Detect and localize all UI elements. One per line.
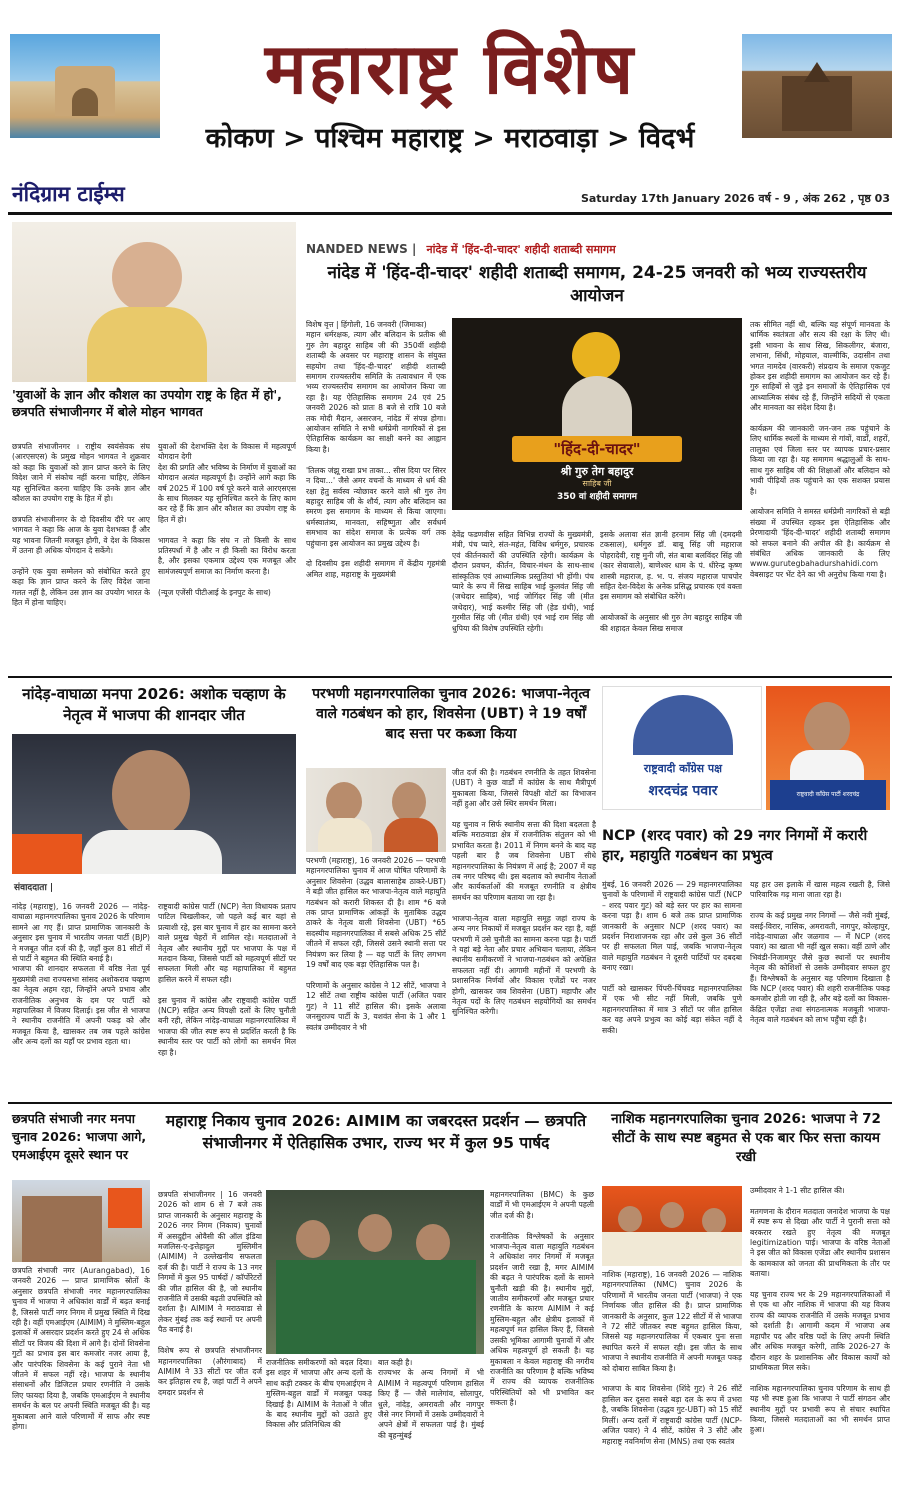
ncp-logo-image	[602, 686, 762, 810]
parbhani-photo	[306, 768, 446, 852]
nanded-image-banner: "हिंद-दी-चादर"	[512, 436, 682, 462]
section-rule-1	[8, 676, 892, 678]
section-rule-2	[8, 1102, 892, 1104]
nanded-col1: विशेष वृत्त | हिंगोली, 16 जनवरी (जिमाका) महान धर्मरक्षक, त्याग और बलिदान के प्रतीक श्री गुरु तेग बहादुर साहिब जी की 350वीं शहीदी शताब्दी के अवसर पर महाराष्ट्र शासन के संयुक्त सहयोग तथा 'हिंद-दी-चादर' शहीदी शताब्दी समागम राज्यस्तरीय समिति के तत्वावधान में एक भव्य राज्यस्तरीय समागम का आयोजन किया जा रहा है। यह ऐतिहासिक समागम 24 एवं 25 जनवरी 2026 को प्रातः 8 बजे से रात्रि 10 बजे तक मोदी मैदान, असरजन, नांदेड में संपन्न होगा। आयोजन समिति ने सभी धर्मप्रेमी नागरिकों से इस ऐतिहासिक कार्यक्रम का साक्षी बनने का आह्वान किया है। 'तिलक जंझू राखा प्रभ ताका... सीस दिया पर सिरर न दिया...' जैसे अमर वचनों के माध्यम से धर्म की रक्षा हेतु सर्वस्व न्योछावर करने वाले श्री गुरु तेग बहादुर साहिब जी के शौर्य, त्याग और बलिदान का स्मरण इस समागम के माध्यम से किया जाएगा। धर्मस्वातंत्र्य, मानवता, सहिष्णुता और सर्वधर्म समभाव का संदेश समाज के प्रत्येक वर्ग तक पहुंचाना इस आयोजन का प्रमुख उद्देश्य है। दो दिवसीय इस शहीदी समागम में केंद्रीय गृहमंत्री अमित शाह, महाराष्ट्र के मुख्यमंत्री	[306, 320, 446, 579]
masthead-regions: कोकण > पश्चिम महाराष्ट्र > मराठवाड़ा > विदर्भ	[205, 123, 695, 154]
ncp-col1: मुंबई, 16 जनवरी 2026 — 29 महानगरपालिका चुनावों के परिणामों में राष्ट्रवादी कांग्रेस पार्टी (NCP – शरद पवार गुट) को बड़े स्तर पर हार का सामना करना पड़ा है। शाम 6 बजे तक प्राप्त प्रामाणिक जानकारी के अनुसार NCP (शरद पवार) का प्रदर्शन निराशाजनक रहा और उसे कुल 36 सीटों पर ही सफलता मिल पाई, जबकि भाजपा-नेतृत्व वाले महायुति गठबंधन ने दूसरी पार्टियों पर दबदबा बनाए रखा। पार्टी को खासकर पिंपरी-चिंचवड महानगरपालिका में एक भी सीट नहीं मिली, जबकि पुणे महानगरपालिका में मात्र 3 सीटों पर जीत हासिल कर वह अपने प्रभुत्व का कोई बड़ा संकेत नहीं दे सकी।	[602, 880, 742, 1035]
logo: नंदिग्राम टाईम्स	[12, 181, 125, 206]
nanded-col2: देवेंद्र फडणवीस सहित विभिन्न राज्यों के मुख्यमंत्री, मंत्री, पंच प्यारे, संत-महंत, विविध धर्मगुरु, प्रचारक एवं कीर्तनकारों की उपस्थिति रहेगी। कार्यक्रम के दौरान प्रवचन, कीर्तन, विचार-मंथन के साथ-साथ सांस्कृतिक एवं आध्यात्मिक प्रस्तुतियां भी होंगी। पंच प्यारे के रूप में सिख साहिब भाई कुलवंत सिंह जी (जथेदार साहिब), भाई जोगिंदर सिंह जी (मीत जथेदार), भाई कश्मीर सिंह जी (हेड ग्रंथी), भाई गुरमीत सिंह जी (मीत ग्रंथी) एवं भाई राम सिंह जी धुपिया की विशेष उपस्थिति रहेगी।	[452, 530, 594, 633]
ncp-logo-text2: शरदचंद्र पवार	[648, 783, 718, 799]
ashok-col2: राष्ट्रवादी कांग्रेस पार्टी (NCP) नेता विधायक प्रताप पाटिल चिखलीकर, जो पहले कई बार यहां से प्रत्याशी रहे, इस बार चुनाव में हार का सामना करने वाले प्रमुख चेहरों में शामिल रहे। मतदाताओं ने नेतृत्व और स्थानीय मुद्दों पर भाजपा के पक्ष में मतदान किया, जिससे पार्टी को महत्वपूर्ण सीटों पर सफलता मिली और यह महापालिका में बहुमत हासिल करने में सफल रही। इस चुनाव में कांग्रेस और राष्ट्रवादी कांग्रेस पार्टी (NCP) सहित अन्य विपक्षी दलों के लिए चुनौती बनी रही, लेकिन नांदेड़-वाघाळा महानगरपालिका में भाजपा की जीत स्पष्ट रूप से प्रदर्शित करती है कि स्थानीय स्तर पर पार्टी को लोगों का समर्थन मिल रहा है।	[158, 902, 296, 1057]
ncp-headline: NCP (शरद पवार) को 29 नगर निगमों में करारी हार, महायुति गठबंधन का प्रभुत्व	[602, 828, 868, 864]
parbhani-headline: परभणी महानगरपालिका चुनाव 2026: भाजपा-नेतृत्व वाले गठबंधन को हार, शिवसेना (UBT) ने 19 वर्षों बाद सत्ता पर कब्जा किया	[312, 686, 590, 742]
sambhaji-photo	[12, 1180, 150, 1262]
ashok-photo	[12, 734, 296, 874]
nanded-kicker: NANDED NEWS | नांदेड में 'हिंद-दी-चादर' शहीदी शताब्दी समागम	[306, 242, 616, 256]
nanded-image-caption1: श्री गुरु तेग बहादुर	[560, 465, 634, 478]
parbhani-col1: परभणी (महाराष्ट्र), 16 जनवरी 2026 — परभणी महानगरपालिका चुनाव में आज घोषित परिणामों के अनुसार शिवसेना (उद्धव बालासाहेब ठाकरे-UBT) ने बड़ी जीत हासिल कर भाजपा-नेतृत्व वाले महायुति गठबंधन को करारी शिकस्त दी है। शाम *6 बजे तक प्राप्त प्रामाणिक आंकड़ों के मुताबिक उद्धव ठाकरे के नेतृत्व वाली शिवसेना (UBT) *65 सदस्यीय महानगरपालिका में सबसे अधिक 25 सीटें जीतने में सफल रही, जिससे उसने स्थानी सत्ता पर नियंत्रण कर लिया है — यह पार्टी के लिए लगभग 19 वर्षों बाद एक बड़ा ऐतिहासिक पल है। परिणामों के अनुसार कांग्रेस ने 12 सीटें, भाजपा ने 12 सीटें तथा राष्ट्रीय कांग्रेस पार्टी (अजित पवार गुट) ने 11 सीटें हासिल की। इसके अलावा जनसुराज्य पार्टी के 3, यशवंत सेना के 1 और 1 स्वतंत्र उम्मीदवार ने भी	[306, 856, 446, 1032]
bhagwat-col1: छत्रपति संभाजीनगर । राष्ट्रीय स्वयंसेवक संघ (आरएसएस) के प्रमुख मोहन भागवत ने शुक्रवार को कहा कि युवाओं को ज्ञान प्राप्त करने के लिए विदेश जाने में संकोच नहीं करना चाहिए, लेकिन यह सुनिश्चित करना चाहिए कि उनके ज्ञान और कौशल का उपयोग राष्ट्र के हित में हो। छत्रपति संभाजीनगर के दो दिवसीय दौरे पर आए भागवत ने कहा कि आज के युवा देशभक्त हैं और यह भावना जितनी मजबूत होगी, वे देश के विकास में उतना ही अधिक योगदान दे सकेंगे। उन्होंने एक युवा सम्मेलन को संबोधित करते हुए कहा कि ज्ञान प्राप्त करने के लिए विदेश जाना गलत नहीं है, लेकिन उस ज्ञान का उपयोग भारत के हित में होना चाहिए।	[12, 442, 150, 608]
aimim-col1: छत्रपति संभाजीनगर | 16 जनवरी 2026 को शाम 6 से 7 बजे तक प्राप्त जानकारी के अनुसार महाराष्ट्र के 2026 नगर निगम (निकाय) चुनावों में असदुद्दीन ओवैसी की ऑल इंडिया मजलिस-ए-इत्तेहादुल मुस्लिमीन (AIMIM) ने उल्लेखनीय सफलता दर्ज की है। पार्टी ने राज्य के 13 नगर निगमों में कुल 95 पार्षदों / कॉर्पोरेटरों की जीत हासिल की है, जो स्थानीय राजनीति में उसकी बढ़ती उपस्थिति को दर्शाता है। AIMIM ने मराठवाडा से लेकर मुंबई तक कई स्थानों पर अपनी पैठ बनाई है। विशेष रूप से छत्रपति संभाजीनगर महानगरपालिका (औरंगाबाद) में AIMIM ने 33 सीटों पर जीत दर्ज कर इतिहास रच है, जहां पार्टी ने अपने दमदार प्रदर्शन से	[158, 1190, 262, 1397]
nanded-guru-image	[452, 318, 742, 510]
aimim-col3: बात कही है। राज्यभर के अन्य निगमों में भी AIMIM ने महत्वपूर्ण परिणाम हासिल किए हैं — जैसे मालेगांव, सोलापुर, धुले, नांदेड़, अमरावती और नागपुर जैसे नगर निगमों में उसके उम्मीदवारों ने अपने क्षेत्रों में सफलता पाई है। मुंबई की बृहन्मुंबई	[378, 1358, 484, 1440]
aimim-photo	[266, 1190, 484, 1354]
ashok-byline: संवाददाता |	[14, 883, 54, 893]
nashik-col1: नाशिक (महाराष्ट्र), 16 जनवरी 2026 — नाशिक महानगरपालिका (NMC) चुनाव 2026 के परिणामों में भारतीय जनता पार्टी (भाजपा) ने एक निर्णायक जीत हासिल की है। प्राप्त प्रामाणिक जानकारी के अनुसार, कुल 122 सीटों में से भाजपा ने 72 सीटें जीतकर स्पष्ट बहुमत हासिल किया, जिससे यह महानगरपालिका में एकबार पुनः सत्ता स्थापित करने में सफल रही। इस जीत के साथ भाजपा ने स्थानीय राजनीति में अपनी मजबूत पकड़ को दोबारा साबित किया है। भाजपा के बाद शिवसेना (शिंदे गुट) ने 26 सीटें हासिल कर दूसरा सबसे बड़ा दल के रूप में उभरा है, जबकि शिवसेना (उद्धव गुट-UBT) को 15 सीटें मिलीं। अन्य दलों में राष्ट्रवादी कांग्रेस पार्टी (NCP-अजित पवार) ने 4 सीटें, कांग्रेस ने 3 सीटें और महाराष्ट्र नवनिर्माण सेना (MNS) तथा एक स्वतंत्र	[602, 1270, 742, 1446]
gateway-of-india-photo	[10, 34, 160, 138]
nashik-photo	[602, 1186, 742, 1266]
ncp-leader-photo	[766, 686, 890, 810]
parbhani-col2: जीत दर्ज की है। गठबंधन रणनीति के तहत शिवसेना (UBT) ने कुछ वार्डों में कांग्रेस के साथ मैत्रीपूर्ण मुकाबला किया, जिससे विपक्षी वोटों का विभाजन नहीं हुआ और उसे स्थिर समर्थन मिला। यह चुनाव न सिर्फ स्थानीय सत्ता की दिशा बदलता है बल्कि मराठवाडा क्षेत्र में राजनीतिक संतुलन को भी प्रभावित करता है। 2011 में निगम बनने के बाद यह पहली बार है जब शिवसेना UBT सीधे महानगरपालिका के नियंत्रण में आई है; 2007 में यह तब नगर परिषद थी। इस बदलाव को स्थानीय नेताओं और कार्यकर्ताओं की मजबूत रणनीति व क्षेत्रीय समर्थन का परिणाम बताया जा रहा है। भाजपा-नेतृत्व वाला महायुति समूह जहां राज्य के अन्य नगर निकायों में मजबूत प्रदर्शन कर रहा है, वहीं परभणी में उसे चुनौती का सामना करना पड़ा है। पार्टी ने यहां बड़े नेता और प्रचार अभियान चलाया, लेकिन स्थानीय समीकरणों ने भाजपा-गठबंधन को अपेक्षित सफलता नहीं दी। आगामी महीनों में परभणी के प्रशासनिक निर्णयों और विकास एजेंडों पर नजर होगी, खासकर जब शिवसेना (UBT) महापौर और नेतृत्व पदों के लिए गठबंधन सहयोगियों का समर्थन सुनिश्चित करेगी।	[452, 768, 596, 1017]
nanded-image-caption3: 350 वां शहीदी समागम	[556, 492, 638, 502]
nashik-headline: नाशिक महानगरपालिका चुनाव 2026: भाजपा ने 72 सीटों के साथ स्पष्ट बहुमत से एक बार फिर सत्ता कायम रखी	[611, 1111, 881, 1165]
aimim-col2: राजनीतिक समीकरणों को बदल दिया। इस शहर में भाजपा और अन्य दलों के साथ कड़ी टक्कर के बीच एमआईएम ने मुस्लिम-बहुल वार्डों में मजबूत पकड़ दिखाई है। AIMIM के नेताओं ने जीत के बाद स्थानीय मुद्दों को उठाते हुए विकास और प्रतिनिधित्व की	[266, 1358, 372, 1430]
bhagwat-col2: युवाओं की देशभक्ति देश के विकास में महत्वपूर्ण योगदान देगी देश की प्रगति और भविष्य के निर्माण में युवाओं का योगदान अत्यंत महत्वपूर्ण है। उन्होंने आगे कहा कि वर्ष 2025 में 100 वर्ष पूरे करने वाले आरएसएस के साथ मिलकर यह सुनिश्चित करने के लिए काम कर रहे हैं कि ज्ञान और कौशल का उपयोग राष्ट्र के हित में हो। भागवत ने कहा कि संघ न तो किसी के साथ प्रतिस्पर्धा में है और न ही किसी का विरोध करता है, और इसका एकमात्र उद्देश्य एक मजबूत और सामंजस्यपूर्ण समाज का निर्माण करना है। (न्यूज एजेंसी पीटीआई के इनपुट के साथ)	[158, 442, 296, 597]
ncp-podium-text: राष्ट्रवादी काँग्रेस पार्टी शरदचंद्र	[770, 780, 886, 810]
aimim-headline: महाराष्ट्र निकाय चुनाव 2026: AIMIM का जबरदस्त प्रदर्शन — छत्रपति संभाजीनगर में ऐतिहासिक उभार, राज्य भर में कुल 95 पार्षद	[165, 1112, 587, 1152]
ashok-col1: नांदेड़ (महाराष्ट्र), 16 जनवरी 2026 — नांदेड़-वाघाळा महानगरपालिका चुनाव 2026 के परिणाम सामने आ गए हैं। प्राप्त प्रामाणिक जानकारी के अनुसार इस चुनाव में भारतीय जनता पार्टी (BJP) ने मजबूत जीत दर्ज की है, जहाँ कुल 81 सीटों में से पार्टी ने बहुमत की स्थिति बनाई है। भाजपा की शानदार सफलता में वरिष्ठ नेता पूर्व मुख्यमंत्री तथा राज्यसभा सांसद अशोकराव चव्हाण का नेतृत्व अहम रहा, जिन्होंने अपने प्रभाव और राजनीतिक अनुभव के दम पर पार्टी को महापालिका में विजय दिलाई। इस जीत से भाजपा ने स्थानीय राजनीति में अपनी पकड़ को और मजबूत किया है, खासकर तब जब पहले कांग्रेस और अन्य दलों का यहाँ पर प्रभाव रहता था।	[12, 902, 150, 1047]
bhagwat-photo	[12, 222, 296, 382]
ashok-headline: नांदेड़-वाघाळा मनपा 2026: अशोक चव्हाण के नेतृत्व में भाजपा की शानदार जीत	[22, 685, 286, 724]
nanded-image-caption2: साहिब जी	[582, 479, 612, 488]
sambhaji-body: छत्रपति संभाजी नगर (Aurangabad), 16 जनवरी 2026 — प्राप्त प्रामाणिक स्रोतों के अनुसार छत्रपति संभाजी नगर महानगरपालिका चुनाव में भाजपा ने अधिकांश वार्डों में बढ़त बनाई है, जिससे पार्टी नगर निगम में प्रमुख स्थिति में दिख रही है। वहीं एमआईएम (AIMIM) ने मुस्लिम-बहुल इलाकों में असरदार प्रदर्शन करते हुए 24 से अधिक सीटों पर विजय की दिशा में आगे है। दोनों शिवसेना गुटों का प्रभाव इस बार कमजोर नजर आया है, और पारंपरिक शिवसेना के कई पुराने नेता भी जीतने में सफल नहीं रहे। भाजपा के स्थानीय संसाधनों और डिजिटल प्रचार रणनीति ने उसके लिए फायदा दिया है, जबकि एमआईएम ने स्थानीय समर्थन के बल पर अपनी स्थिति मजबूत की है। यह मुकाबला आने वाले परिणामों में साफ और स्पष्ट होगा।	[12, 1266, 150, 1432]
dateline: Saturday 17th January 2026 वर्ष - 9 , अंक 262 , पृष्ठ 03	[580, 192, 890, 205]
nanded-headline: नांदेड में 'हिंद-दी-चादर' शहीदी शताब्दी समागम, 24-25 जनवरी को भव्य राज्यस्तरीय आयोजन	[327, 263, 867, 306]
ncp-col2: यह हार उस इलाके में खास महत्व रखती है, जिसे पारिवारिक गढ़ माना जाता रहा है। राज्य के कई प्रमुख नगर निगमों — जैसे नवी मुंबई, वसई-विरार, नासिक, अमरावती, नागपुर, कोल्हापुर, नांदेड़-वाघाळा और जळगाव — में NCP (शरद पवार) का खाता भी नहीं खुल सका। वहीं ठाणे और भिवंडी-निजामपुर जैसे कुछ स्थानों पर स्थानीय नेतृत्व की कोशिशों से उसके उम्मीदवार सफल हुए हैं। विश्लेषकों के अनुसार यह परिणाम दिखाता है कि NCP (शरद पवार) की शहरी राजनीतिक पकड़ कमजोर होती जा रही है, और बड़े दलों का विकास-केंद्रित एजेंडा तथा संगठनात्मक मजबूती भाजपा-नेतृत्व वाले गठबंधन को लाभ पहुँचा रही है।	[750, 880, 890, 1025]
nanded-col4: तक सीमित नहीं थी, बल्कि यह संपूर्ण मानवता के धार्मिक स्वतंत्रता और सत्य की रक्षा के लिए थी। इसी भावना के साथ सिख, सिकलीगर, बंजारा, लभाना, सिंधी, मोहयाल, वाल्मीकि, उदासीन तथा भगत नामदेव (वारकरी) संप्रदाय के समाज एकजुट होकर इस शहीदी समागम का आयोजन कर रहे हैं। गुरु साहिबों से जुड़े इन समाजों के ऐतिहासिक एवं आध्यात्मिक संबंध रहे हैं, जिन्होंने सदियों से एकता और मानवता का संदेश दिया है। कार्यक्रम की जानकारी जन-जन तक पहुंचाने के लिए धार्मिक स्थलों के माध्यम से गांवों, वार्डों, शहरों, तालुका एवं जिला स्तर पर व्यापक प्रचार-प्रसार किया जा रहा है। यह समागम श्रद्धालुओं के साथ-साथ गुरु साहिब जी की शिक्षाओं और बलिदान को भावी पीढ़ियों तक पहुंचाने का एक सशक्त प्रयास है। आयोजन समिति ने समस्त धर्मप्रेमी नागरिकों से बड़ी संख्या में उपस्थित रहकर इस ऐतिहासिक और प्रेरणादायी 'हिंद-दी-चादर' शहीदी शताब्दी समागम को सफल बनाने की अपील की है। कार्यक्रम से संबंधित अधिक जानकारी के लिए www.gurutegbahadurshahidi.com वेबसाइट पर भेंट देने का भी अनुरोध किया गया है।	[750, 320, 890, 579]
aimim-col4: महानगरपालिका (BMC) के कुछ वार्डों में भी एमआईएम ने अपनी पहली जीत दर्ज की है। राजनीतिक विश्लेषकों के अनुसार भाजपा-नेतृत्व वाला महायुति गठबंधन ने अधिकांश नगर निगमों में मजबूत प्रदर्शन जारी रखा है, मगर AIMIM की बढ़त ने पारंपरिक दलों के सामने चुनौती खड़ी की है। स्थानीय मुद्दों, जातीय समीकरणों और मजबूत प्रचार रणनीति के कारण AIMIM ने कई मुस्लिम-बहुल और क्षेत्रीय इलाकों में महत्वपूर्ण मत हासिल किए हैं, जिससे उसकी भूमिका आगामी चुनावों में और अधिक महत्वपूर्ण हो सकती है। यह मुकाबला न केवल महाराष्ट्र की नगरीय राजनीति का परिणाम है बल्कि भविष्य में राज्य की व्यापक राजनीतिक परिस्थितियों को भी प्रभावित कर सकता है।	[490, 1190, 594, 1408]
ellora-caves-photo	[742, 34, 892, 138]
sambhaji-headline: छत्रपति संभाजी नगर मनपा चुनाव 2026: भाजपा आगे, एमआईएम दूसरे स्थान पर	[12, 1111, 147, 1162]
nashik-col2: उम्मीदवार ने 1-1 सीट हासिल की। मतगणना के दौरान मतदाता जनादेश भाजपा के पक्ष में स्पष्ट रूप से दिखा और पार्टी ने पुरानी सत्ता को बरकरार रखते हुए नेतृत्व की मजबूत legitimization पाई। भाजपा के वरिष्ठ नेताओं ने इस जीत को विकास एजेंडा और स्थानीय प्रशासन के कामकाज को जनता की प्राथमिकता के तौर पर बताया। यह चुनाव राज्य भर के 29 महानगरपालिकाओं में से एक था और नाशिक में भाजपा की यह विजय राज्य की व्यापक राजनीति में उसके मजबूत प्रभाव को दर्शाती है। आगामी कदम में भाजपा अब महापौर पद और वरिष्ठ पदों के लिए अपनी स्थिति और अधिक मजबूत करेगी, ताकि 2026-27 के दौरान शहर के प्रशासनिक और विकास कार्यों को प्राथमिकता मिल सके। नाशिक महानगरपालिका चुनाव परिणाम के साथ ही यह भी स्पष्ट हुआ कि भाजपा ने पार्टी संगठन और स्थानीय मुद्दों पर प्रभावी रूप से संचार स्थापित किया, जिससे मतदाताओं का भी समर्थन प्राप्त हुआ।	[750, 1186, 890, 1435]
bhagwat-headline: 'युवाओं के ज्ञान और कौशल का उपयोग राष्ट्र के हित में हो', छत्रपति संभाजीनगर में बोले मोहन भागवत	[12, 387, 282, 419]
nanded-col3: इसके अलावा संत ज्ञानी हरनाम सिंह जी (दमदमी टकसाल), धर्मगुरु डॉ. बाबू सिंह जी महाराज पोहरादेवी, राष्ट्र मुनी जी, संत बाबा बलविंदर सिंह जी (कार सेवावाले), बाणेश्वर धाम के पं. धीरेन्द्र कृष्ण शास्त्री महाराज, ह. भ. प. संजय महाराज पाचपोर सहित देश-विदेश के अनेक प्रसिद्ध प्रचारक एवं वक्ता इस समागम को संबोधित करेंगे। आयोजकों के अनुसार श्री गुरु तेग बहादुर साहिब जी की शहादत केवल सिख समाज	[600, 530, 742, 633]
masthead-title: महाराष्ट्र विशेष	[264, 27, 636, 110]
ncp-logo-text1: राष्ट्रवादी काँग्रेस पक्ष	[643, 762, 723, 775]
masthead-rule	[8, 212, 892, 215]
